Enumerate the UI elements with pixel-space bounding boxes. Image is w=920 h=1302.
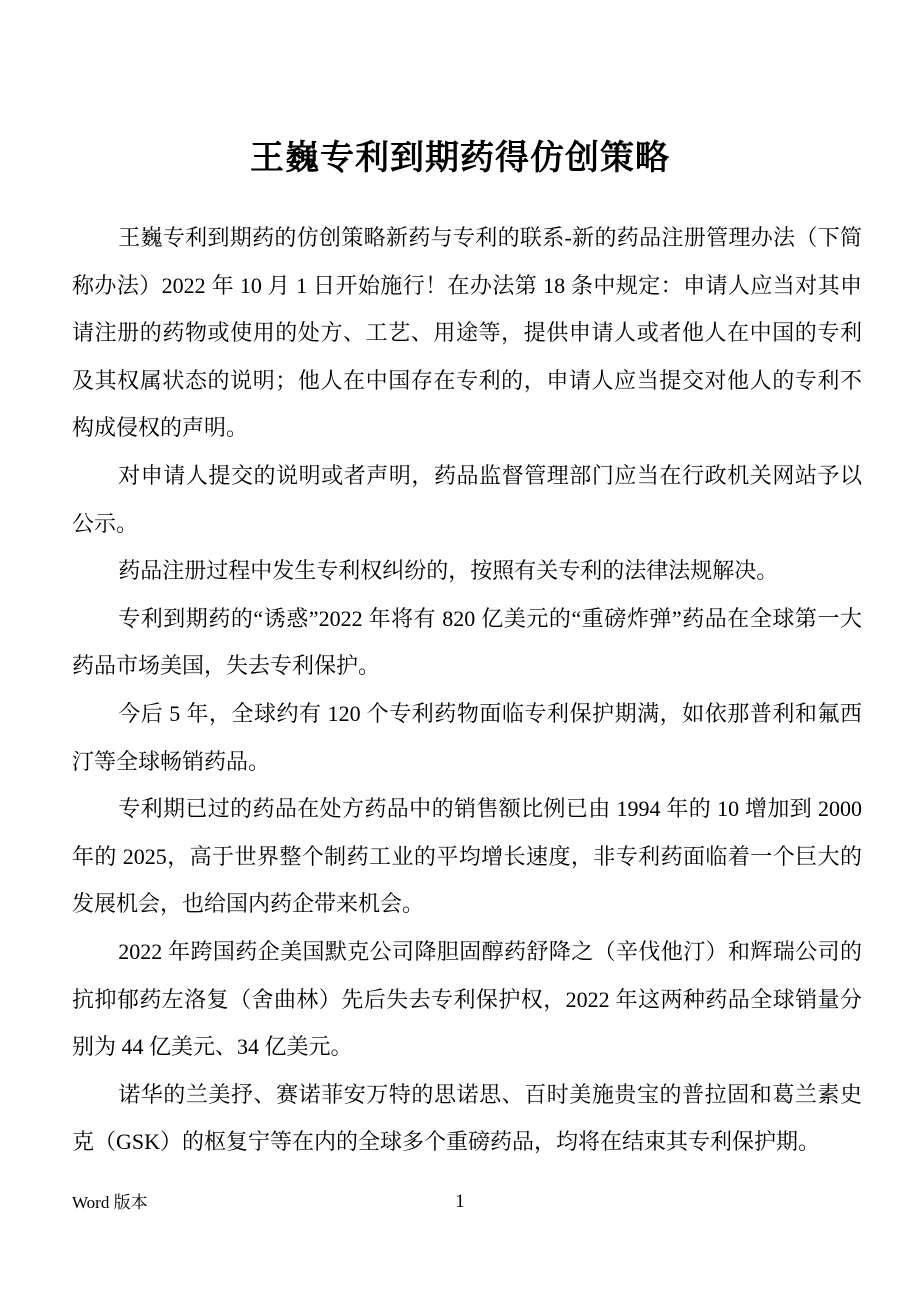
paragraph-intro: 王巍专利到期药的仿创策略新药与专利的联系-新的药品注册管理办法（下简称办法）2022 年 10 月 1 日开始施行！在办法第 18 条中规定：申请人应当对其申请注册的药物或使用的处方、工艺、用途等，提供申请人或者他人在中国的专利及其权属状态的说明；他人在中国存在专利的，申请人应当提交对他人的专利不构成侵权的声明。 bbox=[72, 225, 862, 441]
paragraph-dispute-resolution: 药品注册过程中发生专利权纠纷的，按照有关专利的法律法规解决。 bbox=[118, 558, 779, 584]
paragraph-declaration-publicity: 对申请人提交的说明或者声明，药品监督管理部门应当在行政机关网站予以公示。 bbox=[72, 462, 862, 536]
paragraph-merck-pfizer: 2022 年跨国药企美国默克公司降胆固醇药舒降之（辛伐他汀）和辉瑞公司的抗抑郁药左洛复（舍曲林）先后失去专利保护权，2022 年这两种药品全球销量分别为 44 亿美元、34 亿美元。 bbox=[72, 938, 862, 1060]
paragraph-next-five-years: 今后 5 年，全球约有 120 个专利药物面临专利保护期满，如依那普利和氟西汀等全球畅销药品。 bbox=[72, 700, 862, 774]
paragraph-patent-expiry-temptation: 专利到期药的“诱惑”2022 年将有 820 亿美元的“重磅炸弹”药品在全球第一大药品市场美国，失去专利保护。 bbox=[72, 605, 862, 679]
paragraph-sales-proportion: 专利期已过的药品在处方药品中的销售额比例已由 1994 年的 10 增加到 2000 年的 2025，高于世界整个制药工业的平均增长速度，非专利药面临着一个巨大的发展机会，也给国内药企带来机会。 bbox=[72, 796, 862, 917]
paragraph-novartis-gsk: 诺华的兰美抒、赛诺菲安万特的思诺思、百时美施贵宝的普拉固和葛兰素史克（GSK）的枢复宁等在内的全球多个重磅药品，均将在结束其专利保护期。 bbox=[72, 1081, 862, 1155]
footer-page-number: 1 bbox=[455, 1191, 465, 1212]
document-body bbox=[72, 214, 862, 1166]
document-title: 王巍专利到期药得仿创策略 bbox=[250, 140, 670, 177]
footer-word-version-label: Word 版本 bbox=[72, 1193, 148, 1212]
